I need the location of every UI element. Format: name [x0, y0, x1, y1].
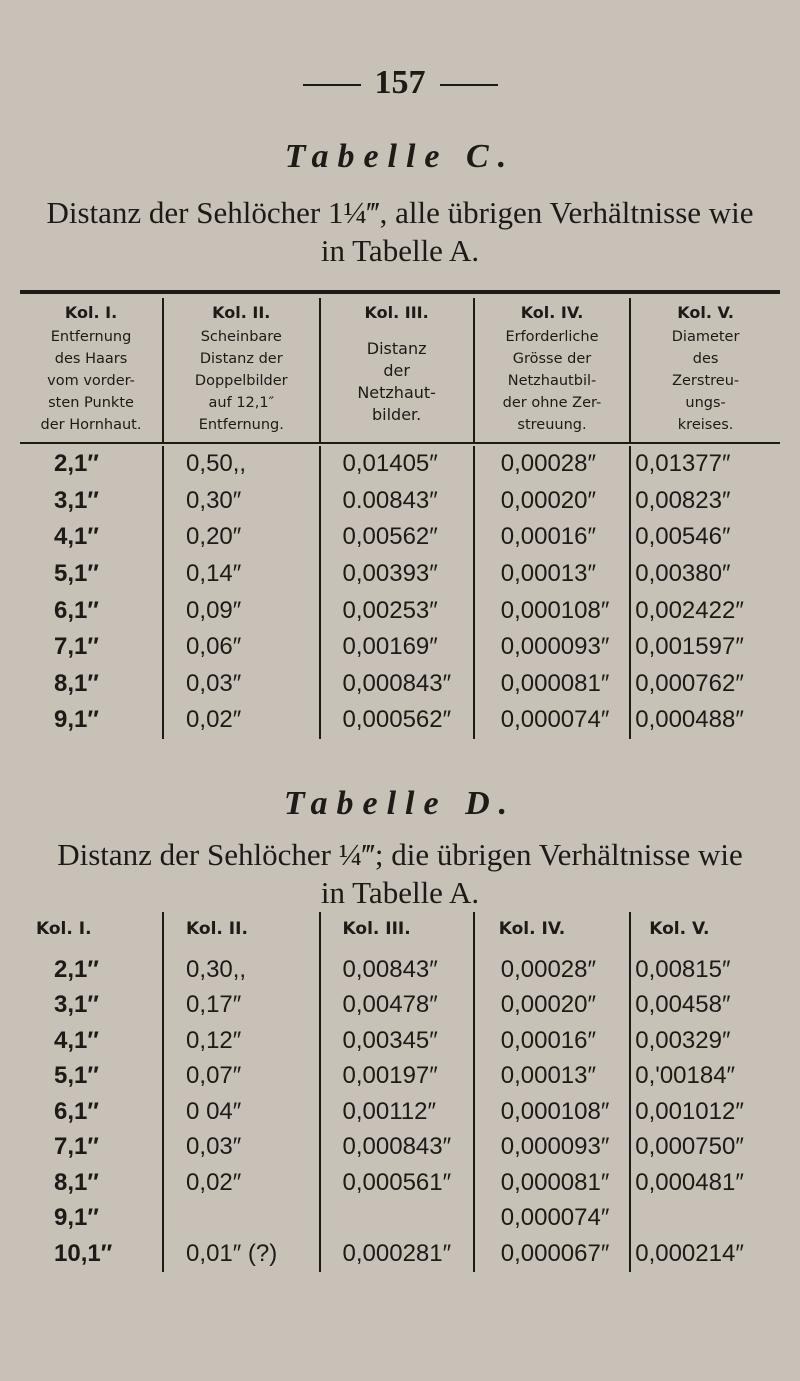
- table-d-cell-kol-1: 2,1″: [54, 955, 99, 983]
- table-d-cell-kol-1: 10,1″: [54, 1239, 113, 1267]
- table-d-cell-kol-3: 0,00112″: [320, 1094, 474, 1130]
- table-d-cell-kol-2: 0 04″: [163, 1094, 319, 1130]
- table-d-cell-kol-3: 0,000281″: [320, 1236, 474, 1272]
- table-c-cell-kol-3: 0,000562″: [320, 702, 474, 739]
- table-c-cell-kol-3: 0,00169″: [320, 629, 474, 666]
- table-d-cell-kol-1: 8,1″: [54, 1168, 99, 1196]
- table-c-cell-kol-1: 5,1″: [54, 560, 99, 588]
- table-c-cell-kol-1: 6,1″: [54, 596, 99, 624]
- table-c-cell-kol-5: 0,01377″: [630, 446, 780, 483]
- table-d-cell-kol-5: 0,001012″: [630, 1094, 780, 1130]
- table-c-cell-kol-5: 0,000488″: [630, 702, 780, 739]
- table-c-cell-kol-3: 0.00843″: [320, 483, 474, 520]
- table-d-row: [20, 1201, 780, 1237]
- table-d-header-kol-2: Kol. II.: [163, 912, 319, 952]
- table-c-header-row: [20, 298, 780, 443]
- page-number-text: 157: [374, 64, 426, 101]
- table-c-cell-kol-1: 9,1″: [54, 706, 99, 734]
- table-d-cell-kol-1: 3,1″: [54, 991, 99, 1019]
- table-d-cell-kol-2: 0,12″: [163, 1023, 319, 1059]
- table-d-header-kol-4: Kol. IV.: [474, 912, 630, 952]
- table-c-header-kol-4: Kol. IV. Erforderliche Grösse der Netzhautbil- der ohne Zer- streuung.: [474, 298, 630, 443]
- table-c-cell-kol-4: 0,00013″: [474, 556, 630, 593]
- table-d-cell-kol-4: 0,00020″: [474, 988, 630, 1024]
- table-c-cell-kol-2: 0,03″: [163, 666, 319, 703]
- table-d-row: [20, 1023, 780, 1059]
- table-c-cell-kol-2: 0,09″: [163, 592, 319, 629]
- table-c-cell-kol-5: 0,00380″: [630, 556, 780, 593]
- table-c: [20, 290, 780, 739]
- table-d-cell-kol-2: [163, 1201, 319, 1237]
- table-d-row: [20, 1130, 780, 1166]
- table-c-cell-kol-1: 7,1″: [54, 633, 99, 661]
- table-c-cell-kol-5: 0,000762″: [630, 666, 780, 703]
- table-d-cell-kol-3: 0,00843″: [320, 952, 474, 988]
- table-d-title: Tabelle D.: [283, 785, 517, 822]
- table-d-cell-kol-4: 0,000108″: [474, 1094, 630, 1130]
- page-number-dash-left: [303, 84, 361, 86]
- table-d-cell-kol-5: [630, 1201, 780, 1237]
- table-d-cell-kol-5: 0,'00184″: [630, 1059, 780, 1095]
- table-c-cell-kol-5: 0,00823″: [630, 483, 780, 520]
- table-d-cell-kol-3: [320, 1201, 474, 1237]
- table-d-row: [20, 952, 780, 988]
- table-c-cell-kol-5: 0,00546″: [630, 519, 780, 556]
- table-d-cell-kol-4: 0,000093″: [474, 1130, 630, 1166]
- table-c-cell-kol-3: 0,00393″: [320, 556, 474, 593]
- table-d-cell-kol-4: 0,00028″: [474, 952, 630, 988]
- table-d-cell-kol-1: 6,1″: [54, 1097, 99, 1125]
- table-c-cell-kol-3: 0,01405″: [320, 446, 474, 483]
- table-c-cell-kol-2: 0,06″: [163, 629, 319, 666]
- table-c-row: [20, 446, 780, 483]
- table-c-cell-kol-3: 0,00253″: [320, 592, 474, 629]
- table-d-cell-kol-5: 0,000481″: [630, 1165, 780, 1201]
- table-c-cell-kol-1: 8,1″: [54, 669, 99, 697]
- table-d-cell-kol-5: 0,00815″: [630, 952, 780, 988]
- table-c-cell-kol-1: 3,1″: [54, 486, 99, 514]
- table-d-row: [20, 1094, 780, 1130]
- table-d-cell-kol-4: 0,000081″: [474, 1165, 630, 1201]
- table-c-cell-kol-4: 0,000108″: [474, 592, 630, 629]
- table-d-cell-kol-2: 0,02″: [163, 1165, 319, 1201]
- table-c-cell-kol-1: 2,1″: [54, 450, 99, 478]
- table-c-cell-kol-3: 0,00562″: [320, 519, 474, 556]
- table-d-row: [20, 988, 780, 1024]
- table-d-header-kol-3: Kol. III.: [320, 912, 474, 952]
- table-c-title: Tabelle C.: [284, 138, 516, 175]
- table-d-cell-kol-2: 0,17″: [163, 988, 319, 1024]
- table-d-cell-kol-3: 0,00478″: [320, 988, 474, 1024]
- table-c-cell-kol-4: 0,00020″: [474, 483, 630, 520]
- table-c-cell-kol-2: 0,30″: [163, 483, 319, 520]
- table-c-row: [20, 556, 780, 593]
- table-c-row: [20, 519, 780, 556]
- table-c-row: [20, 629, 780, 666]
- table-d-cell-kol-1: 7,1″: [54, 1133, 99, 1161]
- table-d-caption: [20, 836, 780, 912]
- table-d-header-kol-1: Kol. I.: [36, 919, 92, 939]
- table-c-cell-kol-2: 0,14″: [163, 556, 319, 593]
- table-c-cell-kol-2: 0,50,,: [163, 446, 319, 483]
- page-number-dash-right: [440, 84, 498, 86]
- table-d-body: [20, 952, 780, 1272]
- table-d-header-kol-5: Kol. V.: [630, 912, 780, 952]
- table-d-row: [20, 1165, 780, 1201]
- table-d-cell-kol-1: 5,1″: [54, 1062, 99, 1090]
- table-c-body: [20, 446, 780, 739]
- table-d-cell-kol-4: 0,000067″: [474, 1236, 630, 1272]
- table-c-row: [20, 702, 780, 739]
- table-c-cell-kol-2: 0,02″: [163, 702, 319, 739]
- table-d-cell-kol-3: 0,000843″: [320, 1130, 474, 1166]
- table-c-cell-kol-4: 0,000081″: [474, 666, 630, 703]
- table-c-cell-kol-4: 0,000074″: [474, 702, 630, 739]
- table-c-header-kol-2: Kol. II. Scheinbare Distanz der Doppelbilder auf 12,1″ Entfernung.: [163, 298, 319, 443]
- table-c-caption-line-2: in Tabelle A.: [320, 233, 480, 268]
- table-d-cell-kol-2: 0,01″ (?): [163, 1236, 319, 1272]
- table-c-caption-line-1: Distanz der Sehlöcher 1¼‴, alle übrigen Verhältnisse wie: [46, 195, 754, 230]
- table-c-row: [20, 592, 780, 629]
- page-number: [0, 64, 800, 102]
- table-c-cell-kol-4: 0,000093″: [474, 629, 630, 666]
- table-d-cell-kol-3: 0,000561″: [320, 1165, 474, 1201]
- table-c-row: [20, 666, 780, 703]
- table-c-cell-kol-1: 4,1″: [54, 523, 99, 551]
- table-d-cell-kol-5: 0,00329″: [630, 1023, 780, 1059]
- table-d-caption-line-1: Distanz der Sehlöcher ¼‴; die übrigen Verhältnisse wie: [57, 837, 743, 872]
- table-d-cell-kol-3: 0,00197″: [320, 1059, 474, 1095]
- table-c-cell-kol-4: 0,00028″: [474, 446, 630, 483]
- table-c-header-kol-5: Kol. V. Diameter des Zerstreu- ungs- kreises.: [630, 298, 780, 443]
- table-d-cell-kol-1: 9,1″: [54, 1204, 99, 1232]
- table-c-header-kol-1: Kol. I. Entfernung des Haars vom vorder- sten Punkte der Hornhaut.: [40, 303, 142, 433]
- table-d-cell-kol-4: 0,00013″: [474, 1059, 630, 1095]
- table-d-cell-kol-2: 0,07″: [163, 1059, 319, 1095]
- table-d-caption-line-2: in Tabelle A.: [320, 875, 480, 910]
- table-c-cell-kol-3: 0,000843″: [320, 666, 474, 703]
- table-d-cell-kol-1: 4,1″: [54, 1026, 99, 1054]
- table-c-header-kol-3: Kol. III. Distanz der Netzhaut- bilder.: [320, 298, 474, 443]
- table-c-caption: [20, 194, 780, 270]
- table-d-row: [20, 1059, 780, 1095]
- table-d-cell-kol-4: 0,000074″: [474, 1201, 630, 1237]
- table-d-cell-kol-5: 0,000214″: [630, 1236, 780, 1272]
- table-d-cell-kol-2: 0,03″: [163, 1130, 319, 1166]
- table-c-cell-kol-5: 0,002422″: [630, 592, 780, 629]
- table-d-cell-kol-4: 0,00016″: [474, 1023, 630, 1059]
- table-c-cell-kol-2: 0,20″: [163, 519, 319, 556]
- table-d-cell-kol-2: 0,30,,: [163, 952, 319, 988]
- table-d-cell-kol-5: 0,00458″: [630, 988, 780, 1024]
- table-c-cell-kol-5: 0,001597″: [630, 629, 780, 666]
- table-d-cell-kol-5: 0,000750″: [630, 1130, 780, 1166]
- table-d-row: [20, 1236, 780, 1272]
- table-d: [20, 912, 780, 1272]
- table-c-cell-kol-4: 0,00016″: [474, 519, 630, 556]
- table-d-cell-kol-3: 0,00345″: [320, 1023, 474, 1059]
- table-d-header-row: [20, 912, 780, 952]
- table-c-row: [20, 483, 780, 520]
